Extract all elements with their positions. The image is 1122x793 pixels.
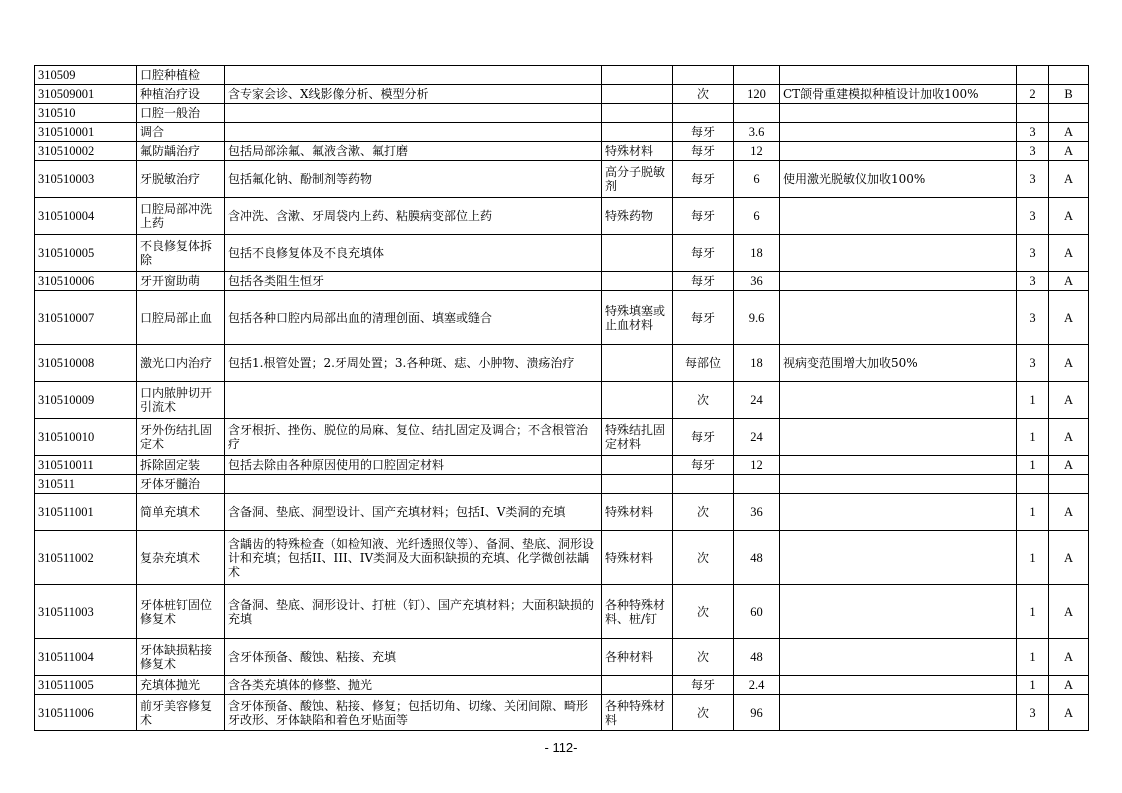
- price-cell: 6: [734, 161, 780, 198]
- price-cell: 12: [734, 456, 780, 475]
- item-code-cell: 310510001: [35, 123, 137, 142]
- item-code-cell: 310511005: [35, 676, 137, 695]
- category-cell: 3: [1017, 161, 1049, 198]
- grade-cell: [1049, 104, 1089, 123]
- pricing-unit-cell: 每牙: [673, 456, 734, 475]
- item-code-cell: 310511: [35, 475, 137, 494]
- excluded-content-cell: [602, 475, 673, 494]
- item-code-cell: 310510011: [35, 456, 137, 475]
- grade-cell: [1049, 66, 1089, 85]
- item-content-cell: 包括去除由各种原因使用的口腔固定材料: [225, 456, 602, 475]
- table-row: [35, 585, 1089, 639]
- item-code-cell: 310510010: [35, 419, 137, 456]
- item-description-cell: 使用激光脱敏仪加收100%: [780, 161, 1017, 198]
- item-description-cell: [780, 585, 1017, 639]
- item-name-cell: 复杂充填术: [137, 531, 225, 585]
- item-code-cell: 310511002: [35, 531, 137, 585]
- pricing-unit-cell: 次: [673, 382, 734, 419]
- price-table: [34, 65, 1089, 731]
- grade-cell: A: [1049, 419, 1089, 456]
- pricing-unit-cell: 每牙: [673, 198, 734, 235]
- table-row: [35, 531, 1089, 585]
- item-description-cell: [780, 475, 1017, 494]
- grade-cell: A: [1049, 531, 1089, 585]
- pricing-unit-cell: 次: [673, 639, 734, 676]
- price-cell: 36: [734, 272, 780, 291]
- item-name-cell: 口腔局部止血: [137, 291, 225, 345]
- grade-cell: A: [1049, 585, 1089, 639]
- excluded-content-cell: [602, 66, 673, 85]
- category-cell: 3: [1017, 235, 1049, 272]
- item-description-cell: [780, 695, 1017, 731]
- item-description-cell: [780, 235, 1017, 272]
- item-name-cell: 激光口内治疗: [137, 345, 225, 382]
- table-row: [35, 475, 1089, 494]
- item-content-cell: 含专家会诊、X线影像分析、模型分析: [225, 85, 602, 104]
- category-cell: 3: [1017, 142, 1049, 161]
- pricing-unit-cell: [673, 104, 734, 123]
- item-name-cell: 不良修复体拆除: [137, 235, 225, 272]
- table-row: [35, 235, 1089, 272]
- item-code-cell: 310510: [35, 104, 137, 123]
- item-content-cell: 含牙体预备、酸蚀、粘接、充填: [225, 639, 602, 676]
- item-content-cell: 含龋齿的特殊检查（如检知液、光纤透照仪等）、备洞、垫底、洞形设计和充填；包括II、III、IV类洞及大面积缺损的充填、化学微创祛龋术: [225, 531, 602, 585]
- item-code-cell: 310511004: [35, 639, 137, 676]
- item-code-cell: 310510008: [35, 345, 137, 382]
- price-cell: 9.6: [734, 291, 780, 345]
- item-description-cell: [780, 676, 1017, 695]
- item-name-cell: 牙开窗助萌: [137, 272, 225, 291]
- pricing-unit-cell: 每部位: [673, 345, 734, 382]
- item-content-cell: [225, 475, 602, 494]
- excluded-content-cell: [602, 456, 673, 475]
- grade-cell: B: [1049, 85, 1089, 104]
- price-cell: 120: [734, 85, 780, 104]
- item-name-cell: 调合: [137, 123, 225, 142]
- item-name-cell: 牙外伤结扎固定术: [137, 419, 225, 456]
- item-name-cell: 简单充填术: [137, 494, 225, 531]
- category-cell: 1: [1017, 494, 1049, 531]
- excluded-content-cell: 特殊药物: [602, 198, 673, 235]
- item-description-cell: [780, 419, 1017, 456]
- category-cell: [1017, 475, 1049, 494]
- item-description-cell: 视病变范围增大加收50%: [780, 345, 1017, 382]
- table-row: [35, 291, 1089, 345]
- excluded-content-cell: [602, 104, 673, 123]
- item-description-cell: [780, 104, 1017, 123]
- table-row: [35, 494, 1089, 531]
- item-name-cell: 口腔种植检: [137, 66, 225, 85]
- item-code-cell: 310510009: [35, 382, 137, 419]
- table-row: [35, 123, 1089, 142]
- table-row: [35, 272, 1089, 291]
- table-row: [35, 198, 1089, 235]
- item-content-cell: 含备洞、垫底、洞形设计、打桩（钉）、国产充填材料；大面积缺损的充填: [225, 585, 602, 639]
- item-name-cell: 口腔一般治: [137, 104, 225, 123]
- pricing-unit-cell: 每牙: [673, 123, 734, 142]
- item-name-cell: 种植治疗设: [137, 85, 225, 104]
- item-content-cell: 含各类充填体的修整、抛光: [225, 676, 602, 695]
- item-description-cell: [780, 66, 1017, 85]
- table-row: [35, 382, 1089, 419]
- item-content-cell: [225, 66, 602, 85]
- item-description-cell: [780, 198, 1017, 235]
- grade-cell: A: [1049, 639, 1089, 676]
- grade-cell: A: [1049, 142, 1089, 161]
- price-cell: [734, 475, 780, 494]
- table-row: [35, 345, 1089, 382]
- price-cell: 18: [734, 235, 780, 272]
- category-cell: 3: [1017, 345, 1049, 382]
- item-code-cell: 310511003: [35, 585, 137, 639]
- table-row: [35, 66, 1089, 85]
- excluded-content-cell: [602, 235, 673, 272]
- grade-cell: [1049, 475, 1089, 494]
- pricing-unit-cell: 每牙: [673, 142, 734, 161]
- table-row: [35, 161, 1089, 198]
- excluded-content-cell: 特殊材料: [602, 494, 673, 531]
- excluded-content-cell: [602, 345, 673, 382]
- pricing-unit-cell: 次: [673, 585, 734, 639]
- item-code-cell: 310510007: [35, 291, 137, 345]
- price-cell: 36: [734, 494, 780, 531]
- pricing-unit-cell: 每牙: [673, 272, 734, 291]
- grade-cell: A: [1049, 494, 1089, 531]
- category-cell: 3: [1017, 291, 1049, 345]
- table-row: [35, 419, 1089, 456]
- excluded-content-cell: [602, 676, 673, 695]
- excluded-content-cell: 高分子脱敏剂: [602, 161, 673, 198]
- item-description-cell: [780, 142, 1017, 161]
- category-cell: 1: [1017, 382, 1049, 419]
- item-description-cell: [780, 494, 1017, 531]
- excluded-content-cell: 特殊材料: [602, 531, 673, 585]
- grade-cell: A: [1049, 456, 1089, 475]
- table-row: [35, 85, 1089, 104]
- item-name-cell: 牙体桩钉固位修复术: [137, 585, 225, 639]
- table-row: [35, 104, 1089, 123]
- item-content-cell: [225, 123, 602, 142]
- pricing-unit-cell: [673, 66, 734, 85]
- category-cell: 3: [1017, 272, 1049, 291]
- grade-cell: A: [1049, 345, 1089, 382]
- item-code-cell: 310509001: [35, 85, 137, 104]
- table-row: [35, 142, 1089, 161]
- item-description-cell: [780, 531, 1017, 585]
- item-content-cell: 含牙根折、挫伤、脱位的局麻、复位、结扎固定及调合；不含根管治疗: [225, 419, 602, 456]
- pricing-unit-cell: 次: [673, 494, 734, 531]
- table-row: [35, 456, 1089, 475]
- excluded-content-cell: 各种特殊材料、桩/钉: [602, 585, 673, 639]
- price-cell: 96: [734, 695, 780, 731]
- item-code-cell: 310511006: [35, 695, 137, 731]
- grade-cell: A: [1049, 235, 1089, 272]
- item-content-cell: 含牙体预备、酸蚀、粘接、修复；包括切角、切缘、关闭间隙、畸形牙改形、牙体缺陷和着色牙贴面等: [225, 695, 602, 731]
- item-code-cell: 310510005: [35, 235, 137, 272]
- price-cell: 18: [734, 345, 780, 382]
- pricing-unit-cell: 每牙: [673, 419, 734, 456]
- category-cell: 1: [1017, 585, 1049, 639]
- item-name-cell: 牙脱敏治疗: [137, 161, 225, 198]
- item-description-cell: [780, 272, 1017, 291]
- excluded-content-cell: 各种材料: [602, 639, 673, 676]
- pricing-unit-cell: 次: [673, 531, 734, 585]
- grade-cell: A: [1049, 291, 1089, 345]
- grade-cell: A: [1049, 198, 1089, 235]
- price-cell: 24: [734, 382, 780, 419]
- item-description-cell: CT颌骨重建模拟种植设计加收100%: [780, 85, 1017, 104]
- grade-cell: A: [1049, 695, 1089, 731]
- price-cell: 48: [734, 531, 780, 585]
- excluded-content-cell: 特殊材料: [602, 142, 673, 161]
- grade-cell: A: [1049, 161, 1089, 198]
- item-content-cell: 包括局部涂氟、氟液含漱、氟打磨: [225, 142, 602, 161]
- table-row: [35, 639, 1089, 676]
- grade-cell: A: [1049, 382, 1089, 419]
- item-name-cell: 牙体牙髓治: [137, 475, 225, 494]
- price-cell: 2.4: [734, 676, 780, 695]
- item-content-cell: 含冲洗、含漱、牙周袋内上药、粘膜病变部位上药: [225, 198, 602, 235]
- item-description-cell: [780, 291, 1017, 345]
- pricing-unit-cell: 每牙: [673, 291, 734, 345]
- category-cell: 2: [1017, 85, 1049, 104]
- price-cell: 6: [734, 198, 780, 235]
- item-content-cell: 包括各类阻生恒牙: [225, 272, 602, 291]
- grade-cell: A: [1049, 123, 1089, 142]
- price-cell: [734, 104, 780, 123]
- item-content-cell: [225, 104, 602, 123]
- pricing-unit-cell: 每牙: [673, 676, 734, 695]
- grade-cell: A: [1049, 272, 1089, 291]
- item-content-cell: [225, 382, 602, 419]
- price-cell: 48: [734, 639, 780, 676]
- item-content-cell: 含备洞、垫底、洞型设计、国产充填材料；包括I、V类洞的充填: [225, 494, 602, 531]
- price-cell: 12: [734, 142, 780, 161]
- category-cell: [1017, 66, 1049, 85]
- grade-cell: A: [1049, 676, 1089, 695]
- category-cell: 1: [1017, 676, 1049, 695]
- price-cell: 3.6: [734, 123, 780, 142]
- excluded-content-cell: 特殊结扎固定材料: [602, 419, 673, 456]
- price-table-container: [34, 65, 1089, 731]
- item-content-cell: 包括氟化钠、酚制剂等药物: [225, 161, 602, 198]
- excluded-content-cell: [602, 85, 673, 104]
- excluded-content-cell: [602, 272, 673, 291]
- category-cell: [1017, 104, 1049, 123]
- item-name-cell: 拆除固定装: [137, 456, 225, 475]
- category-cell: 1: [1017, 456, 1049, 475]
- item-description-cell: [780, 123, 1017, 142]
- category-cell: 1: [1017, 531, 1049, 585]
- excluded-content-cell: 特殊填塞或止血材料: [602, 291, 673, 345]
- pricing-unit-cell: 每牙: [673, 235, 734, 272]
- item-content-cell: 包括不良修复体及不良充填体: [225, 235, 602, 272]
- category-cell: 3: [1017, 695, 1049, 731]
- excluded-content-cell: 各种特殊材料: [602, 695, 673, 731]
- table-row: [35, 676, 1089, 695]
- item-content-cell: 包括1.根管处置；2.牙周处置；3.各种斑、痣、小肿物、溃疡治疗: [225, 345, 602, 382]
- category-cell: 1: [1017, 639, 1049, 676]
- item-name-cell: 牙体缺损粘接修复术: [137, 639, 225, 676]
- category-cell: 3: [1017, 198, 1049, 235]
- table-row: [35, 695, 1089, 731]
- item-content-cell: 包括各种口腔内局部出血的清理创面、填塞或缝合: [225, 291, 602, 345]
- price-cell: [734, 66, 780, 85]
- item-name-cell: 氟防龋治疗: [137, 142, 225, 161]
- category-cell: 3: [1017, 123, 1049, 142]
- price-cell: 60: [734, 585, 780, 639]
- item-name-cell: 前牙美容修复术: [137, 695, 225, 731]
- excluded-content-cell: [602, 123, 673, 142]
- item-code-cell: 310510003: [35, 161, 137, 198]
- price-cell: 24: [734, 419, 780, 456]
- item-description-cell: [780, 639, 1017, 676]
- item-name-cell: 口腔局部冲洗上药: [137, 198, 225, 235]
- category-cell: 1: [1017, 419, 1049, 456]
- pricing-unit-cell: 每牙: [673, 161, 734, 198]
- item-code-cell: 310510004: [35, 198, 137, 235]
- page-number: - 112-: [544, 740, 578, 755]
- item-code-cell: 310510002: [35, 142, 137, 161]
- pricing-unit-cell: 次: [673, 85, 734, 104]
- item-name-cell: 充填体抛光: [137, 676, 225, 695]
- item-code-cell: 310509: [35, 66, 137, 85]
- item-description-cell: [780, 382, 1017, 419]
- item-name-cell: 口内脓肿切开引流术: [137, 382, 225, 419]
- item-code-cell: 310511001: [35, 494, 137, 531]
- excluded-content-cell: [602, 382, 673, 419]
- pricing-unit-cell: 次: [673, 695, 734, 731]
- item-description-cell: [780, 456, 1017, 475]
- item-code-cell: 310510006: [35, 272, 137, 291]
- pricing-unit-cell: [673, 475, 734, 494]
